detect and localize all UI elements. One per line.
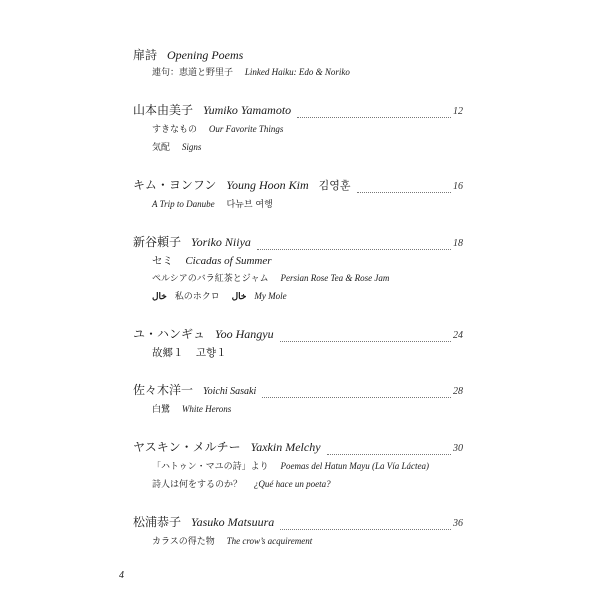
toc-subitem [133,121,463,139]
toc-subitem [133,196,463,214]
heading-en: Opening Poems [167,48,244,62]
subitem-arabic: خال [152,292,167,302]
subitem-en: A Trip to Danube [152,199,215,209]
page-number: 28 [453,386,463,397]
toc-heading [133,176,463,196]
subitem-jp: 詩人は何をするのか？ [152,480,243,490]
subitem-jp: 「ハトゥン・マユの詩」より [152,462,269,472]
toc-heading [133,233,463,253]
subitem-kr: 다뉴브 여행 [226,200,273,210]
toc-section-niiya [133,233,463,306]
toc-section-opening [133,46,463,82]
leader-dots [280,340,451,342]
toc-section-yamamoto [133,101,463,157]
subitem-arabic: خال [231,292,247,302]
subitem-en: ¿Qué hace un poeta? [253,479,331,489]
page-number: 12 [453,106,463,117]
toc-heading [133,513,463,533]
leader-dots [257,248,451,250]
toc-subitem [133,288,463,306]
toc-subitem [133,253,463,270]
author-jp: ユ・ハンギュ [133,327,206,341]
author-en: Yasuko Matsuura [191,515,275,529]
leader-dots [297,116,451,118]
author-en: Young Hoon Kim [226,178,309,192]
subitem-jp: 私のホクロ [174,292,220,302]
toc-section-matsuura [133,513,463,551]
page-number: 18 [453,238,463,249]
subitem-en: Poemas del Hatun Mayu (La Vía Láctea) [280,461,429,471]
subitem-en: Linked Haiku: Edo & Noriko [244,67,350,77]
toc-heading [133,325,463,345]
author-jp: 新谷頼子 [133,235,182,249]
subitem-jp: すきなもの [152,125,198,135]
subitem-kr: 고향１ [195,347,227,359]
page-number: 24 [453,330,463,341]
toc-subitem [133,270,463,288]
toc-subitem [133,476,463,494]
author-jp: 山本由美子 [133,103,194,117]
toc-subitem [133,64,463,82]
toc-subitem [133,401,463,419]
heading-jp: 扉詩 [133,48,158,62]
author-kr: 김영훈 [318,179,351,192]
author-en: Yaxkin Melchy [250,440,321,454]
toc-heading [133,381,463,401]
leader-dots [327,453,451,455]
subitem-en: Cicadas of Summer [185,255,272,267]
leader-dots [280,528,451,530]
subitem-en: Signs [181,142,202,152]
toc-section-sasaki [133,381,463,419]
subitem-en: White Herons [181,404,232,414]
toc-subitem [133,139,463,157]
subitem-en: Persian Rose Tea & Rose Jam [280,273,390,283]
subitem-jp: ペルシアのバラ紅茶とジャム [152,274,269,284]
toc-subitem [133,533,463,551]
author-jp: ヤスキン・メルチー [133,440,241,454]
subitem-jp: 連句：恵道と野里子 [152,68,234,78]
page-number: 16 [453,181,463,192]
subitem-en: The crow’s acquirement [226,536,313,546]
author-en: Yoriko Niiya [191,235,251,249]
page-number: 30 [453,443,463,454]
toc-section-hangyu [133,325,463,362]
author-en: Yoichi Sasaki [203,386,257,397]
subitem-jp: セミ [152,255,173,267]
author-jp: キム・ヨンフン [133,178,217,192]
subitem-en: My Mole [254,291,287,301]
page-number: 36 [453,518,463,529]
toc-section-melchy [133,438,463,494]
toc-heading [133,438,463,458]
subitem-jp: カラスの得た物 [152,537,215,547]
toc-subitem [133,345,463,362]
subitem-jp: 白鷺 [152,405,171,415]
page-folio-number: 4 [119,570,124,581]
author-en: Yoo Hangyu [215,327,274,341]
author-jp: 松浦恭子 [133,515,182,529]
subitem-en: Our Favorite Things [208,124,284,134]
author-jp: 佐々木洋一 [133,383,194,397]
leader-dots [262,396,451,398]
subitem-jp: 気配 [152,143,171,153]
leader-dots [357,191,451,193]
author-en: Yumiko Yamamoto [203,103,292,117]
toc-section-kim [133,176,463,214]
toc-heading [133,101,463,121]
subitem-jp: 故郷１ [152,347,184,359]
toc-heading [133,46,463,64]
table-of-contents [133,46,463,570]
toc-subitem [133,458,463,476]
